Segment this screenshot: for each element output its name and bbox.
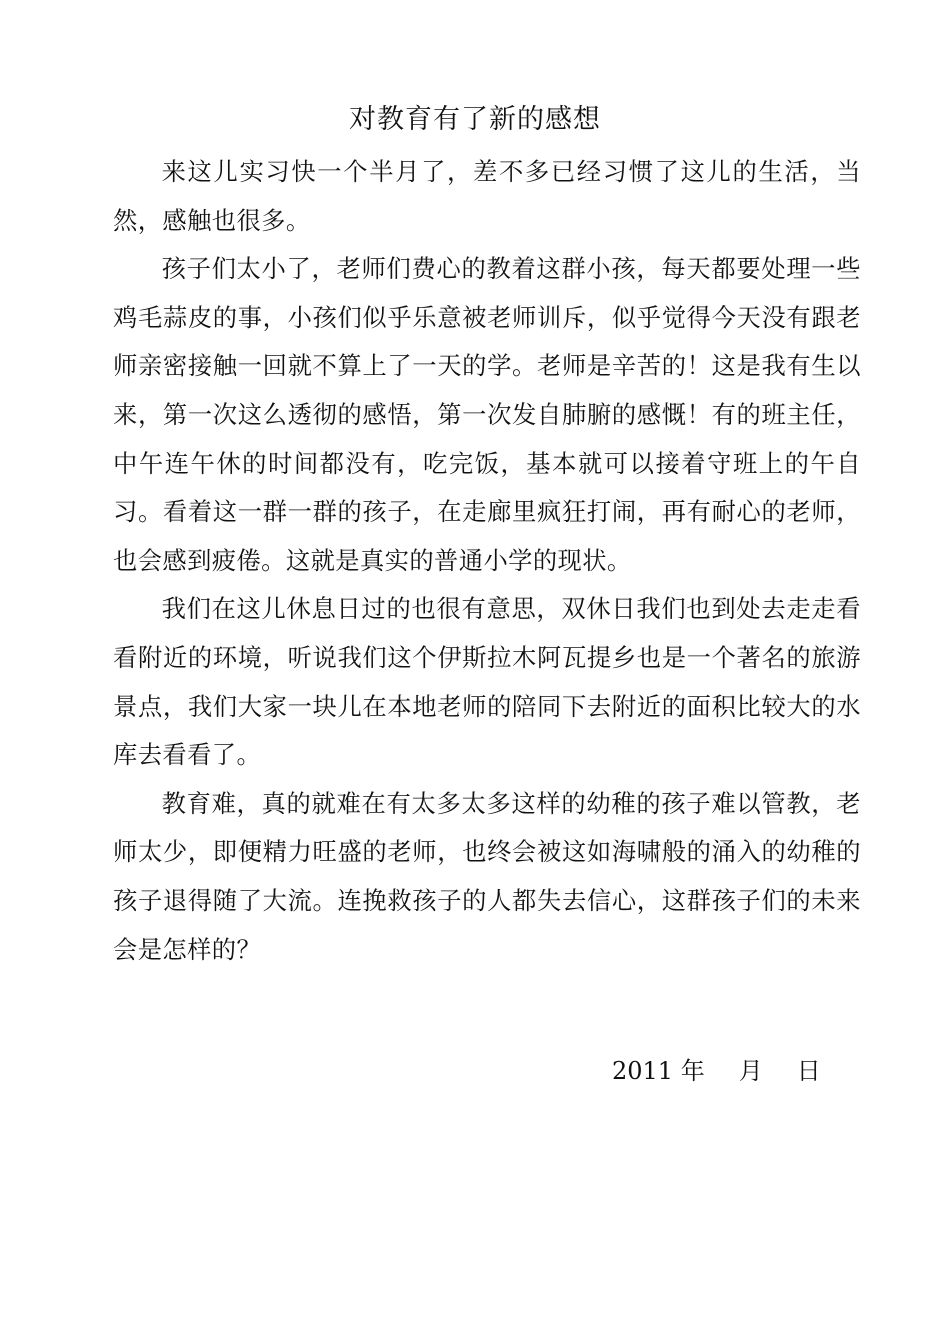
paragraph-1: 来这儿实习快一个半月了，差不多已经习惯了这儿的生活，当然，感触也很多。: [113, 157, 861, 235]
paragraph-3: 我们在这儿休息日过的也很有意思，双休日我们也到处去走走看看附近的环境，听说我们这个伊斯拉木阿瓦提乡也是一个著名的旅游景点，我们大家一块儿在本地老师的陪同下去附近的面积比较大的水库去看看了。: [113, 594, 861, 770]
document-date: [612, 1049, 821, 1093]
date-day: 日: [796, 1057, 821, 1085]
document-body: [113, 148, 861, 974]
date-year: 2011 年: [612, 1057, 705, 1085]
document-title: 对教育有了新的感想: [349, 104, 601, 135]
paragraph-4: 教育难，真的就难在有太多太多这样的幼稚的孩子难以管教，老师太少，即便精力旺盛的老师，也终会被这如海啸般的涌入的幼稚的孩子退得随了大流。连挽救孩子的人都失去信心，这群孩子们的未来会是怎样的？: [113, 788, 861, 964]
date-month: 月: [738, 1057, 763, 1085]
paragraph-2: 孩子们太小了，老师们费心的教着这群小孩，每天都要处理一些鸡毛蒜皮的事，小孩们似乎乐意被老师训斥，似乎觉得今天没有跟老师亲密接触一回就不算上了一天的学。老师是辛苦的！这是我有生以来，第一次这么透彻的感悟，第一次发自肺腑的感慨！有的班主任，中午连午休的时间都没有，吃完饭，基本就可以接着守班上的午自习。看着这一群一群的孩子，在走廊里疯狂打闹，再有耐心的老师，也会感到疲倦。这就是真实的普通小学的现状。: [113, 254, 861, 575]
